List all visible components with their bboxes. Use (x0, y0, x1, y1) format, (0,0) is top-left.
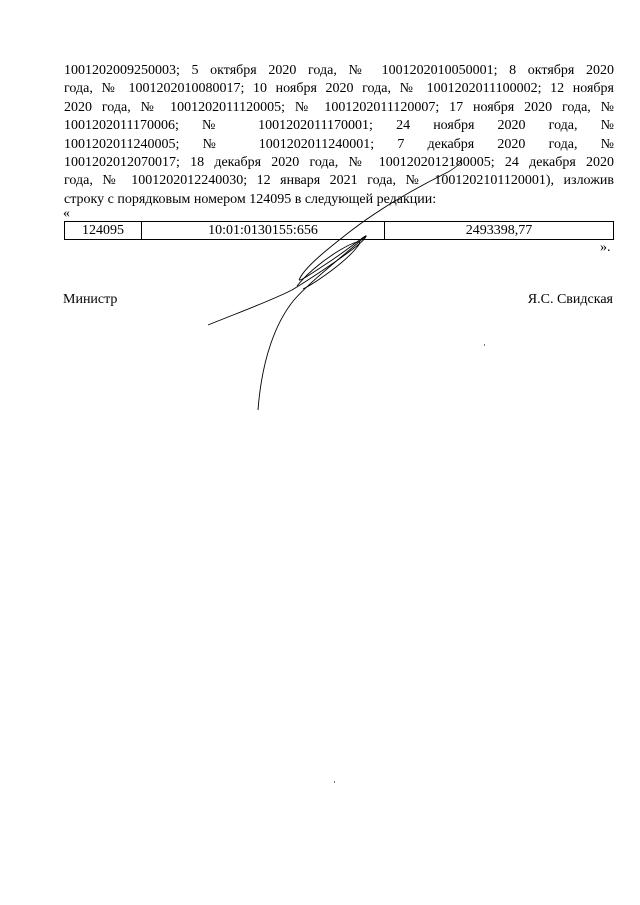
scan-speck (334, 781, 335, 783)
paragraph-line-8: строку с порядковым номером 124095 в следующей редакции: (64, 191, 437, 207)
signatory-name: Я.С. Свидская (527, 292, 613, 307)
paragraph-line-3: 2020 года, № 1001202011120005; № 1001202011120007; 17 ноября 2020 года, № (64, 99, 614, 115)
signatory-position: Министр (63, 292, 118, 307)
paragraph-line-4: 1001202011170006; № 1001202011170001; 24 ноября 2020 года, № (64, 118, 614, 134)
signature-stroke-loop (297, 242, 360, 289)
closing-quote: ». (600, 240, 611, 255)
cadastral-number-cell: 10:01:0130155:656 (142, 222, 385, 240)
paragraph-line-2: года, № 1001202010080017; 10 ноября 2020 года, № 1001202011100002; 12 ноября (64, 81, 614, 97)
table-row (65, 222, 614, 240)
scan-speck (484, 344, 485, 346)
opening-quote: « (63, 206, 70, 221)
row-number-cell: 124095 (65, 222, 142, 240)
paragraph-line-5: 1001202011240005; № 1001202011240001; 7 декабря 2020 года, № (64, 136, 614, 152)
paragraph-line-6: 1001202012070017; 18 декабря 2020 года, № 1001202012180005; 24 декабря 2020 (64, 155, 614, 171)
cadastral-value-cell: 2493398,77 (385, 222, 614, 240)
paragraph-line-1: 1001202009250003; 5 октября 2020 года, № 1001202010050001; 8 октября 2020 (64, 63, 614, 78)
paragraph-line-7: года, № 1001202012240030; 12 января 2021 года, № 1001202101120001), изложив (64, 173, 614, 189)
signature-stroke-descender (258, 236, 366, 410)
amended-row-table (64, 221, 614, 240)
body-paragraph (64, 62, 614, 209)
